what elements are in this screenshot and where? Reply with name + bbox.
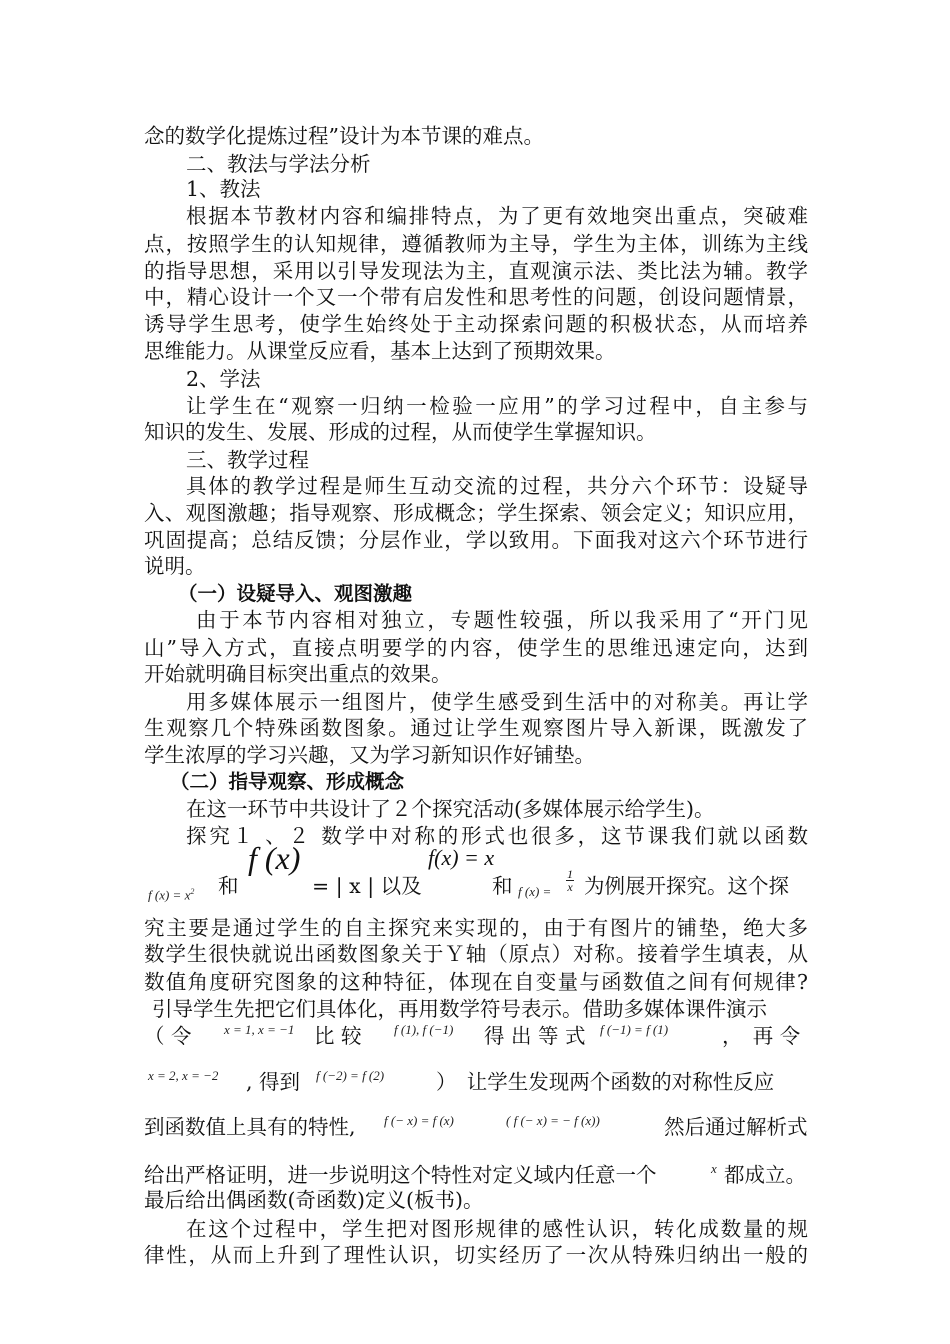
text-line: 学生浓厚的学习兴趣，又为学习新知识作好铺垫。	[144, 743, 595, 767]
fraction-numerator: 1	[567, 867, 573, 881]
text-line: 知识的发生、发展、形成的过程，从而使学生掌握知识。	[144, 420, 657, 444]
text-line: 探究１ 、２ 数学中对称的形式也很多，这节课我们就以函数	[186, 824, 808, 848]
math-expression: f (1), f (−1)	[394, 1022, 454, 1037]
text-fragment: （ 令	[144, 1024, 192, 1048]
math-expression: x = 2, x = −2	[148, 1068, 219, 1083]
text-line: 引导学生先把它们具体化，再用数学符号表示。借助多媒体课件演示	[152, 997, 767, 1021]
section-heading: 二、教法与学法分析	[186, 152, 371, 176]
text-fragment: ） 让学生发现两个函数的对称性反应	[436, 1070, 775, 1094]
text-line: 在这个过程中，学生把对图形规律的感性认识，转化成数量的规	[186, 1217, 808, 1241]
formula-line	[144, 1161, 808, 1189]
bold-heading: （二）指导观察、形成概念	[170, 770, 405, 793]
text-line: 点，按照学生的认知规律，遵循教师为主导，学生为主体，训练为主线	[144, 232, 808, 256]
math-fraction	[566, 868, 574, 893]
text-line: 山”导入方式，直接点明要学的内容，使学生的思维迅速定向，达到	[144, 636, 808, 660]
text-line: 的指导思想，采用以引导发现法为主，直观演示法、类比法为辅。教学	[144, 259, 808, 283]
text-line: 思维能力。从课堂反应看，基本上达到了预期效果。	[144, 339, 616, 363]
formula-line	[144, 1113, 808, 1141]
math-expression: f (x) =	[518, 884, 552, 899]
text-line: 开始就明确目标突出重点的效果。	[144, 662, 452, 686]
text-fragment: ， 再 令	[722, 1024, 801, 1048]
text-line: 用多媒体展示一组图片，使学生感受到生活中的对称美。再让学	[186, 690, 808, 714]
math-expression: f (x)	[248, 840, 301, 876]
text-fragment: = | x | 以及	[312, 874, 422, 898]
math-expression: f (−1) = f (1)	[600, 1022, 669, 1037]
text-line: 最后给出偶函数(奇函数)定义(板书)。	[144, 1188, 484, 1212]
bold-heading: （一）设疑导入、观图激趣	[178, 582, 413, 605]
math-text: f (x) = x	[148, 887, 191, 903]
text-line: 生观察几个特殊函数图象。通过让学生观察图片导入新课，既激发了	[144, 716, 808, 740]
formula-line	[144, 1022, 808, 1050]
text-line: 在这一环节中共设计了２个探究活动(多媒体展示给学生)。	[186, 797, 715, 821]
text-fragment: 为例展开探究。这个探	[584, 874, 789, 898]
text-fragment: 得 出 等 式	[484, 1024, 586, 1048]
text-line: 巩固提高；总结反馈；分层作业，学以致用。下面我对这六个环节进行	[144, 528, 808, 552]
subsection-heading: 1、教法	[186, 177, 261, 201]
text-line: 说明。	[144, 554, 206, 578]
text-fragment: 给出严格证明，进一步说明这个特性对定义域内任意一个	[144, 1163, 657, 1187]
fraction-denominator: x	[567, 880, 573, 894]
math-expression: f (−2) = f (2)	[316, 1068, 385, 1083]
text-line: 中，精心设计一个又一个带有启发性和思考性的问题，创设问题情景，	[144, 285, 808, 309]
math-expression	[148, 878, 194, 909]
text-line: 念的数学化提炼过程”设计为本节课的难点。	[144, 124, 544, 148]
text-line: 根据本节教材内容和编排特点，为了更有效地突出重点，突破难	[186, 204, 808, 228]
text-fragment: 到函数值上具有的特性,	[144, 1115, 356, 1139]
formula-line	[144, 1068, 808, 1096]
math-expression: x = 1, x = −1	[224, 1022, 295, 1037]
text-line: 律性，从而上升到了理性认识，切实经历了一次从特殊归纳出一般的	[144, 1243, 808, 1267]
text-line: 数学生很快就说出函数图象关于Ｙ轴（原点）对称。接着学生填表，从	[144, 942, 808, 966]
subsection-heading: 2、学法	[186, 367, 261, 391]
math-expression: ( f (− x) = − f (x))	[506, 1113, 600, 1128]
math-superscript: 2	[190, 887, 195, 896]
text-fragment: 比 较	[314, 1024, 362, 1048]
text-line: 诱导学生思考，使学生始终处于主动探索问题的积极状态，从而培养	[144, 312, 808, 336]
text-fragment: 都成立。	[724, 1163, 806, 1187]
text-line: 数值角度研究图象的这种特征，体现在自变量与函数值之间有何规律?	[144, 970, 808, 994]
text-line: 让学生在“观察一归纳一检验一应用”的学习过程中，自主参与	[186, 394, 808, 418]
text-fragment: 和	[218, 874, 239, 898]
text-fragment: , 得到	[246, 1070, 301, 1094]
text-fragment: 和	[492, 874, 513, 898]
text-line: 入、观图激趣；指导观察、形成概念；学生探索、领会定义；知识应用，	[144, 501, 808, 525]
math-expression: x	[711, 1161, 717, 1176]
text-line: 究主要是通过学生的自主探究来实现的，由于有图片的铺垫，绝大多	[144, 916, 808, 940]
math-expression: f (− x) = f (x)	[384, 1113, 454, 1128]
text-line: 具体的教学过程是师生互动交流的过程，共分六个环节：设疑导	[186, 474, 808, 498]
text-line: 由于本节内容相对独立，专题性较强，所以我采用了“开门见	[196, 608, 808, 632]
text-fragment: 然后通过解析式	[664, 1115, 808, 1139]
math-expression: f(x) = x	[428, 845, 495, 870]
section-heading: 三、教学过程	[186, 448, 309, 472]
